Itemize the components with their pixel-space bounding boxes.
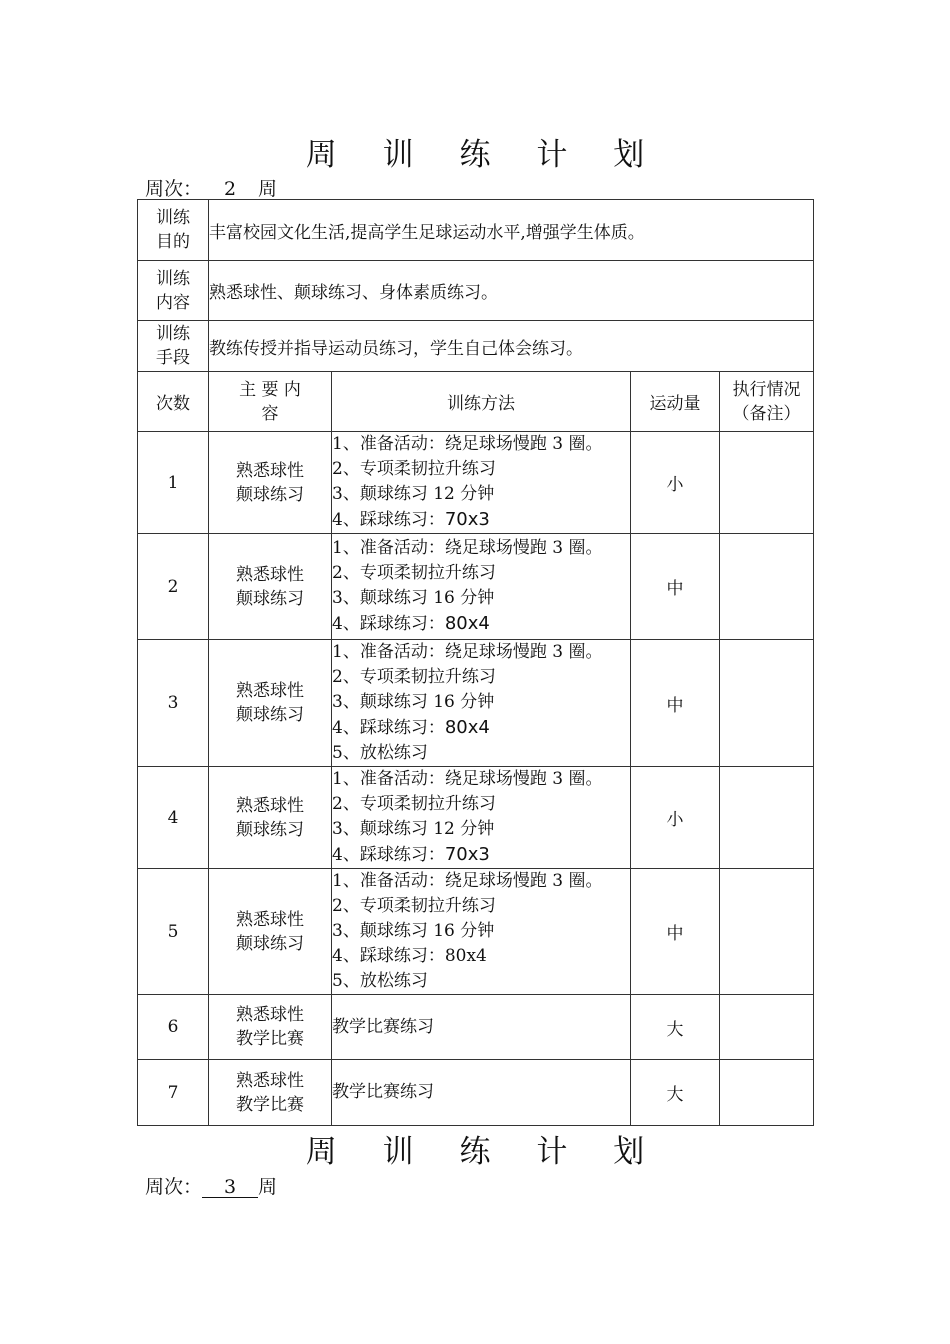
method-line: 1、准备活动：绕足球场慢跑 3 圈。 <box>332 538 603 558</box>
session-content: 熟悉球性 颠球练习 <box>209 534 332 640</box>
session-load: 中 <box>631 869 720 995</box>
session-content: 熟悉球性 颠球练习 <box>209 640 332 767</box>
week-suffix: 周 <box>258 1176 278 1198</box>
session-content: 熟悉球性 颠球练习 <box>209 869 332 995</box>
session-load: 小 <box>631 767 720 869</box>
info-row-means <box>138 321 814 372</box>
method-line: 3、颠球练习 16 分钟 <box>332 588 495 608</box>
session-number: 5 <box>138 869 209 995</box>
method-line: 3、颠球练习 16 分钟 <box>332 692 495 712</box>
week-line-2 <box>145 1172 277 1199</box>
info-label: 训练 内容 <box>138 261 209 321</box>
table-row <box>138 640 814 767</box>
session-methods <box>332 534 631 640</box>
week-line <box>145 174 277 201</box>
page-title-2: 周 训 练 计 划 <box>305 1134 663 1170</box>
method-line: 1、准备活动：绕足球场慢跑 3 圈。 <box>332 642 603 662</box>
session-methods: 教学比赛练习 <box>332 995 631 1060</box>
info-label: 训练 目的 <box>138 200 209 261</box>
session-content: 熟悉球性 颠球练习 <box>209 432 332 534</box>
session-methods <box>332 767 631 869</box>
method-line: 2、专项柔韧拉升练习 <box>332 459 496 479</box>
session-number: 4 <box>138 767 209 869</box>
method-line: 5、放松练习 <box>332 743 428 763</box>
session-note <box>720 1060 814 1126</box>
table-row <box>138 995 814 1060</box>
method-line: 5、放松练习 <box>332 971 428 991</box>
method-line: 3、颠球练习 12 分钟 <box>332 819 495 839</box>
method-line: 1、准备活动：绕足球场慢跑 3 圈。 <box>332 769 603 789</box>
session-methods <box>332 640 631 767</box>
session-load: 大 <box>631 1060 720 1126</box>
header-load: 运动量 <box>631 372 720 432</box>
table-row <box>138 767 814 869</box>
session-note <box>720 432 814 534</box>
session-note <box>720 995 814 1060</box>
info-row-purpose <box>138 200 814 261</box>
session-note <box>720 869 814 995</box>
week-number: 3 <box>202 1177 258 1198</box>
method-line: 2、专项柔韧拉升练习 <box>332 563 496 583</box>
session-number: 3 <box>138 640 209 767</box>
method-line: 2、专项柔韧拉升练习 <box>332 667 496 687</box>
info-label: 训练 手段 <box>138 321 209 372</box>
week-label: 周次： <box>145 1176 203 1198</box>
header-method: 训练方法 <box>332 372 631 432</box>
session-content: 熟悉球性 教学比赛 <box>209 1060 332 1126</box>
method-line: 1、准备活动：绕足球场慢跑 3 圈。 <box>332 434 603 454</box>
session-note <box>720 767 814 869</box>
method-line: 4、踩球练习：70x3 <box>332 509 490 530</box>
method-line: 2、专项柔韧拉升练习 <box>332 794 496 814</box>
session-content: 熟悉球性 颠球练习 <box>209 767 332 869</box>
info-text: 教练传授并指导运动员练习，学生自己体会练习。 <box>209 321 814 372</box>
session-load: 中 <box>631 534 720 640</box>
page-title: 周 训 练 计 划 <box>305 137 663 173</box>
header-row <box>138 372 814 432</box>
session-number: 2 <box>138 534 209 640</box>
session-number: 7 <box>138 1060 209 1126</box>
header-main-content: 主 要 内 容 <box>209 372 332 432</box>
info-text: 熟悉球性、颠球练习、身体素质练习。 <box>209 261 814 321</box>
session-note <box>720 640 814 767</box>
table-row <box>138 534 814 640</box>
table-row <box>138 869 814 995</box>
session-note <box>720 534 814 640</box>
table-row <box>138 1060 814 1126</box>
session-content: 熟悉球性 教学比赛 <box>209 995 332 1060</box>
method-line: 4、踩球练习：80x4 <box>332 717 490 738</box>
week-label: 周次： <box>145 178 203 200</box>
method-line: 3、颠球练习 16 分钟 <box>332 921 495 941</box>
method-line: 1、准备活动：绕足球场慢跑 3 圈。 <box>332 871 603 891</box>
session-number: 1 <box>138 432 209 534</box>
session-load: 中 <box>631 640 720 767</box>
method-line: 4、踩球练习：80x4 <box>332 613 490 634</box>
method-line: 4、踩球练习：70x3 <box>332 844 490 865</box>
session-load: 大 <box>631 995 720 1060</box>
training-plan-table <box>137 199 814 1126</box>
header-execution: 执行情况 （备注） <box>720 372 814 432</box>
session-methods <box>332 432 631 534</box>
session-methods <box>332 869 631 995</box>
info-text: 丰富校园文化生活,提高学生足球运动水平,增强学生体质。 <box>209 200 814 261</box>
method-line: 2、专项柔韧拉升练习 <box>332 896 496 916</box>
week-suffix: 周 <box>258 178 278 200</box>
session-methods: 教学比赛练习 <box>332 1060 631 1126</box>
session-number: 6 <box>138 995 209 1060</box>
week-number: 2 <box>202 179 258 200</box>
table-row <box>138 432 814 534</box>
method-line: 3、颠球练习 12 分钟 <box>332 484 495 504</box>
header-count: 次数 <box>138 372 209 432</box>
session-load: 小 <box>631 432 720 534</box>
method-line: 4、踩球练习：80x4 <box>332 946 487 966</box>
info-row-content <box>138 261 814 321</box>
